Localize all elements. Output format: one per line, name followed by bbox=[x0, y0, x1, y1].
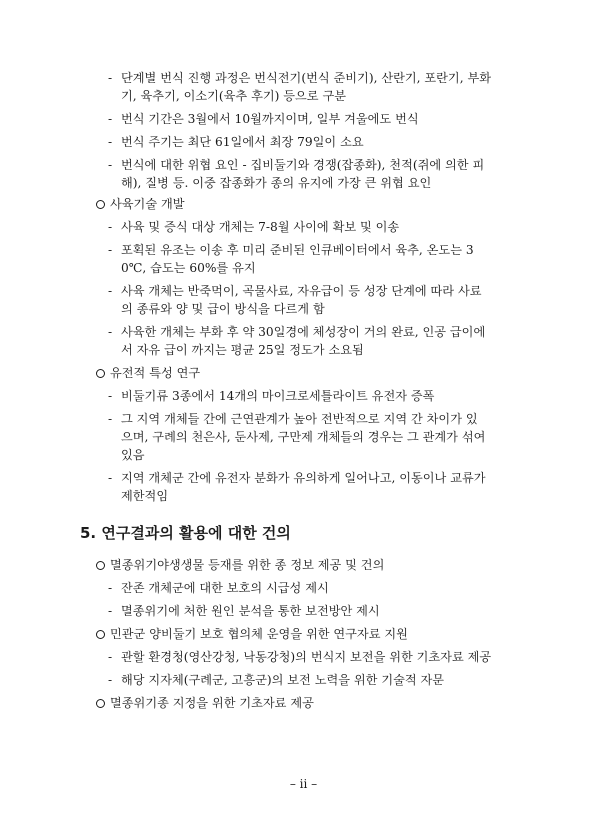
rearing-feeding-line-2: 의 종류와 양 및 급이 방식을 다르게 함 bbox=[121, 302, 325, 316]
recommendation-1-point-1: 잔존 개체군에 대한 보호의 시급성 제시 bbox=[121, 581, 329, 595]
genetic-microsatellite-line: 비둘기류 3종에서 14개의 마이크로세틀라이트 유전자 증폭 bbox=[121, 389, 435, 403]
bullet-dash: - bbox=[108, 135, 113, 149]
circle-bullet-icon bbox=[96, 630, 105, 639]
bullet-dash: - bbox=[108, 243, 113, 257]
circle-bullet-icon bbox=[96, 200, 105, 209]
recommendation-1-point-2: 멸종위기에 처한 원인 분석을 통한 보전방안 제시 bbox=[121, 604, 380, 618]
bullet-dash: - bbox=[108, 650, 113, 664]
page-number: – ii – bbox=[289, 777, 318, 791]
bullet-dash: - bbox=[108, 112, 113, 126]
breeding-period-line: 번식 기간은 3월에서 10월까지이며, 일부 겨울에도 번식 bbox=[121, 112, 419, 126]
breeding-cycle-line: 번식 주기는 최단 61일에서 최장 79일이 소요 bbox=[121, 135, 364, 149]
genetic-relatedness-line-2: 으며, 구례의 천은사, 둔사제, 구만제 개체들의 경우는 그 관계가 섞여 bbox=[121, 430, 486, 444]
recommendation-3-title: 멸종위기종 지정을 위한 기초자료 제공 bbox=[110, 696, 314, 710]
breeding-stages-line-1: 단계별 번식 진행 과정은 번식전기(번식 준비기), 산란기, 포란기, 부화 bbox=[121, 71, 491, 85]
recommendation-2-title: 민관군 양비둘기 보호 협의체 운영을 위한 연구자료 지원 bbox=[110, 627, 408, 641]
genetic-title: 유전적 특성 연구 bbox=[110, 366, 201, 380]
genetic-differentiation-line-1: 지역 개체군 간에 유전자 분화가 유의하게 일어나고, 이동이나 교류가 bbox=[121, 471, 486, 485]
rearing-growth-line-1: 사육한 개체는 부화 후 약 30일경에 체성장이 거의 완료, 인공 급이에 bbox=[121, 325, 486, 339]
recommendation-1-title: 멸종위기야생생물 등재를 위한 종 정보 제공 및 건의 bbox=[110, 558, 385, 572]
rearing-acquisition-line: 사육 및 증식 대상 개체는 7-8월 사이에 확보 및 이송 bbox=[121, 220, 400, 234]
bullet-dash: - bbox=[108, 673, 113, 687]
recommendation-2-point-1: 관할 환경청(영산강청, 낙동강청)의 번식지 보전을 위한 기초자료 제공 bbox=[121, 650, 492, 664]
bullet-dash: - bbox=[108, 604, 113, 618]
circle-bullet-icon bbox=[96, 369, 105, 378]
bullet-dash: - bbox=[108, 71, 113, 85]
circle-bullet-icon bbox=[96, 699, 105, 708]
rearing-title: 사육기술 개발 bbox=[110, 197, 185, 211]
circle-bullet-icon bbox=[96, 561, 105, 570]
recommendation-2-point-2: 해당 지자체(구례군, 고흥군)의 보전 노력을 위한 기술적 자문 bbox=[121, 673, 445, 687]
bullet-dash: - bbox=[108, 581, 113, 595]
breeding-stages-line-2: 기, 육추기, 이소기(육추 후기) 등으로 구분 bbox=[121, 89, 346, 103]
bullet-dash: - bbox=[108, 284, 113, 298]
rearing-incubator-line-2: 0℃, 습도는 60%를 유지 bbox=[121, 261, 256, 275]
bullet-dash: - bbox=[108, 412, 113, 426]
bullet-dash: - bbox=[108, 220, 113, 234]
bullet-dash: - bbox=[108, 325, 113, 339]
rearing-incubator-line-1: 포획된 유조는 이송 후 미리 준비된 인큐베이터에서 육추, 온도는 3 bbox=[121, 243, 474, 257]
genetic-relatedness-line-3: 있음 bbox=[121, 448, 145, 462]
genetic-relatedness-line-1: 그 지역 개체들 간에 근연관계가 높아 전반적으로 지역 간 차이가 있 bbox=[121, 412, 478, 426]
rearing-feeding-line-1: 사육 개체는 반죽먹이, 곡물사료, 자유급이 등 성장 단계에 따라 사료 bbox=[121, 284, 482, 298]
rearing-growth-line-2: 서 자유 급이 까지는 평균 25일 정도가 소요됨 bbox=[121, 343, 364, 357]
genetic-differentiation-line-2: 제한적임 bbox=[121, 489, 169, 503]
bullet-dash: - bbox=[108, 389, 113, 403]
section-5-heading: 5. 연구결과의 활용에 대한 건의 bbox=[80, 524, 291, 542]
bullet-dash: - bbox=[108, 158, 113, 172]
breeding-threats-line-2: 해), 질병 등. 이중 잡종화가 종의 유지에 가장 큰 위협 요인 bbox=[121, 176, 432, 190]
bullet-dash: - bbox=[108, 471, 113, 485]
breeding-threats-line-1: 번식에 대한 위협 요인 - 집비둘기와 경쟁(잡종화), 천적(쥐에 의한 피 bbox=[121, 158, 485, 172]
